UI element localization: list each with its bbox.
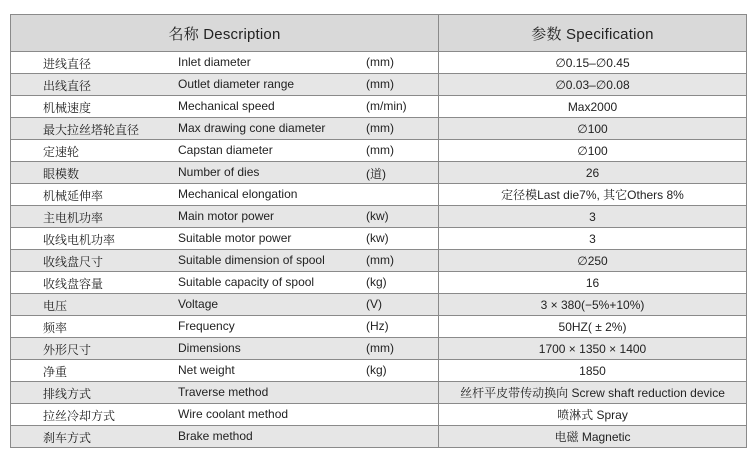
description-cell [11, 52, 439, 74]
specification-value: Max2000 [439, 96, 747, 118]
description-cell [11, 228, 439, 250]
specification-value: 1700 × 1350 × 1400 [439, 338, 747, 360]
unit: (Hz) [366, 319, 389, 333]
chinese-name: 机械速度 [43, 101, 92, 115]
table-row [11, 74, 747, 96]
chinese-name: 拉丝冷却方式 [43, 409, 116, 423]
unit: (mm) [366, 253, 394, 267]
specification-header: 参数 Specification [439, 15, 747, 52]
specification-value: ∅100 [439, 140, 747, 162]
unit: (mm) [366, 77, 394, 91]
description-cell [11, 118, 439, 140]
specification-value: ∅100 [439, 118, 747, 140]
unit: (V) [366, 297, 382, 311]
table-body [11, 52, 747, 448]
english-name: Wire coolant method [178, 407, 289, 421]
table-row [11, 118, 747, 140]
chinese-name: 电压 [43, 299, 68, 313]
description-cell [11, 206, 439, 228]
specification-value: 喷淋式 Spray [439, 404, 747, 426]
unit: (m/min) [366, 99, 407, 113]
specification-value: 16 [439, 272, 747, 294]
table-row [11, 316, 747, 338]
description-cell [11, 382, 439, 404]
chinese-name: 收线盘容量 [43, 277, 104, 291]
chinese-name: 频率 [43, 321, 68, 335]
chinese-name: 机械延伸率 [43, 189, 104, 203]
english-name: Outlet diameter range [178, 77, 295, 91]
description-cell [11, 140, 439, 162]
specification-value: 1850 [439, 360, 747, 382]
table-row [11, 52, 747, 74]
chinese-name: 外形尺寸 [43, 343, 92, 357]
chinese-name: 收线盘尺寸 [43, 255, 104, 269]
description-cell [11, 96, 439, 118]
english-name: Max drawing cone diameter [178, 121, 326, 135]
english-name: Voltage [178, 297, 219, 311]
specification-value: ∅250 [439, 250, 747, 272]
english-name: Brake method [178, 429, 253, 443]
english-name: Main motor power [178, 209, 275, 223]
unit: (mm) [366, 341, 394, 355]
table-header-row [11, 15, 747, 52]
chinese-name: 主电机功率 [43, 211, 104, 225]
chinese-name: 刹车方式 [43, 431, 92, 445]
description-cell [11, 74, 439, 96]
chinese-name: 最大拉丝塔轮直径 [43, 123, 140, 137]
specification-value: ∅0.15–∅0.45 [439, 52, 747, 74]
chinese-name: 定速轮 [43, 145, 80, 159]
unit: (mm) [366, 121, 394, 135]
table-row [11, 294, 747, 316]
english-name: Number of dies [178, 165, 260, 179]
table-row [11, 360, 747, 382]
specification-value: 50HZ( ± 2%) [439, 316, 747, 338]
chinese-name: 收线电机功率 [43, 233, 116, 247]
english-name: Net weight [178, 363, 235, 377]
specification-value: 电磁 Magnetic [439, 426, 747, 448]
english-name: Suitable motor power [178, 231, 292, 245]
english-name: Traverse method [178, 385, 269, 399]
table-row [11, 404, 747, 426]
table-row [11, 96, 747, 118]
description-cell [11, 250, 439, 272]
description-cell [11, 338, 439, 360]
table-row [11, 250, 747, 272]
english-name: Capstan diameter [178, 143, 273, 157]
chinese-name: 眼模数 [43, 167, 80, 181]
chinese-name: 进线直径 [43, 57, 92, 71]
unit: (kw) [366, 209, 389, 223]
table-row [11, 426, 747, 448]
unit: (kg) [366, 275, 387, 289]
english-name: Suitable capacity of spool [178, 275, 315, 289]
chinese-name: 净重 [43, 365, 68, 379]
chinese-name: 出线直径 [43, 79, 92, 93]
english-name: Inlet diameter [178, 55, 251, 69]
specification-value: 26 [439, 162, 747, 184]
table-row [11, 140, 747, 162]
description-cell [11, 184, 439, 206]
unit: (kg) [366, 363, 387, 377]
english-name: Suitable dimension of spool [178, 253, 325, 267]
unit: (道) [366, 167, 386, 181]
specification-value: 3 [439, 228, 747, 250]
english-name: Frequency [178, 319, 235, 333]
unit: (mm) [366, 55, 394, 69]
unit: (mm) [366, 143, 394, 157]
description-header: 名称 Description [11, 15, 439, 52]
table-row [11, 338, 747, 360]
description-cell [11, 272, 439, 294]
table-row [11, 162, 747, 184]
specification-value: 3 × 380(−5%+10%) [439, 294, 747, 316]
specification-value: 丝杆平皮带传动换向 Screw shaft reduction device [439, 382, 747, 404]
table-row [11, 228, 747, 250]
unit: (kw) [366, 231, 389, 245]
description-cell [11, 162, 439, 184]
table-row [11, 206, 747, 228]
description-cell [11, 404, 439, 426]
specification-value: 3 [439, 206, 747, 228]
description-cell [11, 294, 439, 316]
chinese-name: 排线方式 [43, 387, 92, 401]
specification-value: ∅0.03–∅0.08 [439, 74, 747, 96]
table-row [11, 184, 747, 206]
english-name: Dimensions [178, 341, 241, 355]
description-cell [11, 316, 439, 338]
specification-value: 定径模Last die7%, 其它Others 8% [439, 184, 747, 206]
description-cell [11, 360, 439, 382]
english-name: Mechanical elongation [178, 187, 298, 201]
description-cell [11, 426, 439, 448]
table-row [11, 272, 747, 294]
spec-table [10, 14, 747, 448]
english-name: Mechanical speed [178, 99, 275, 113]
table-row [11, 382, 747, 404]
spec-table-container [10, 14, 746, 448]
